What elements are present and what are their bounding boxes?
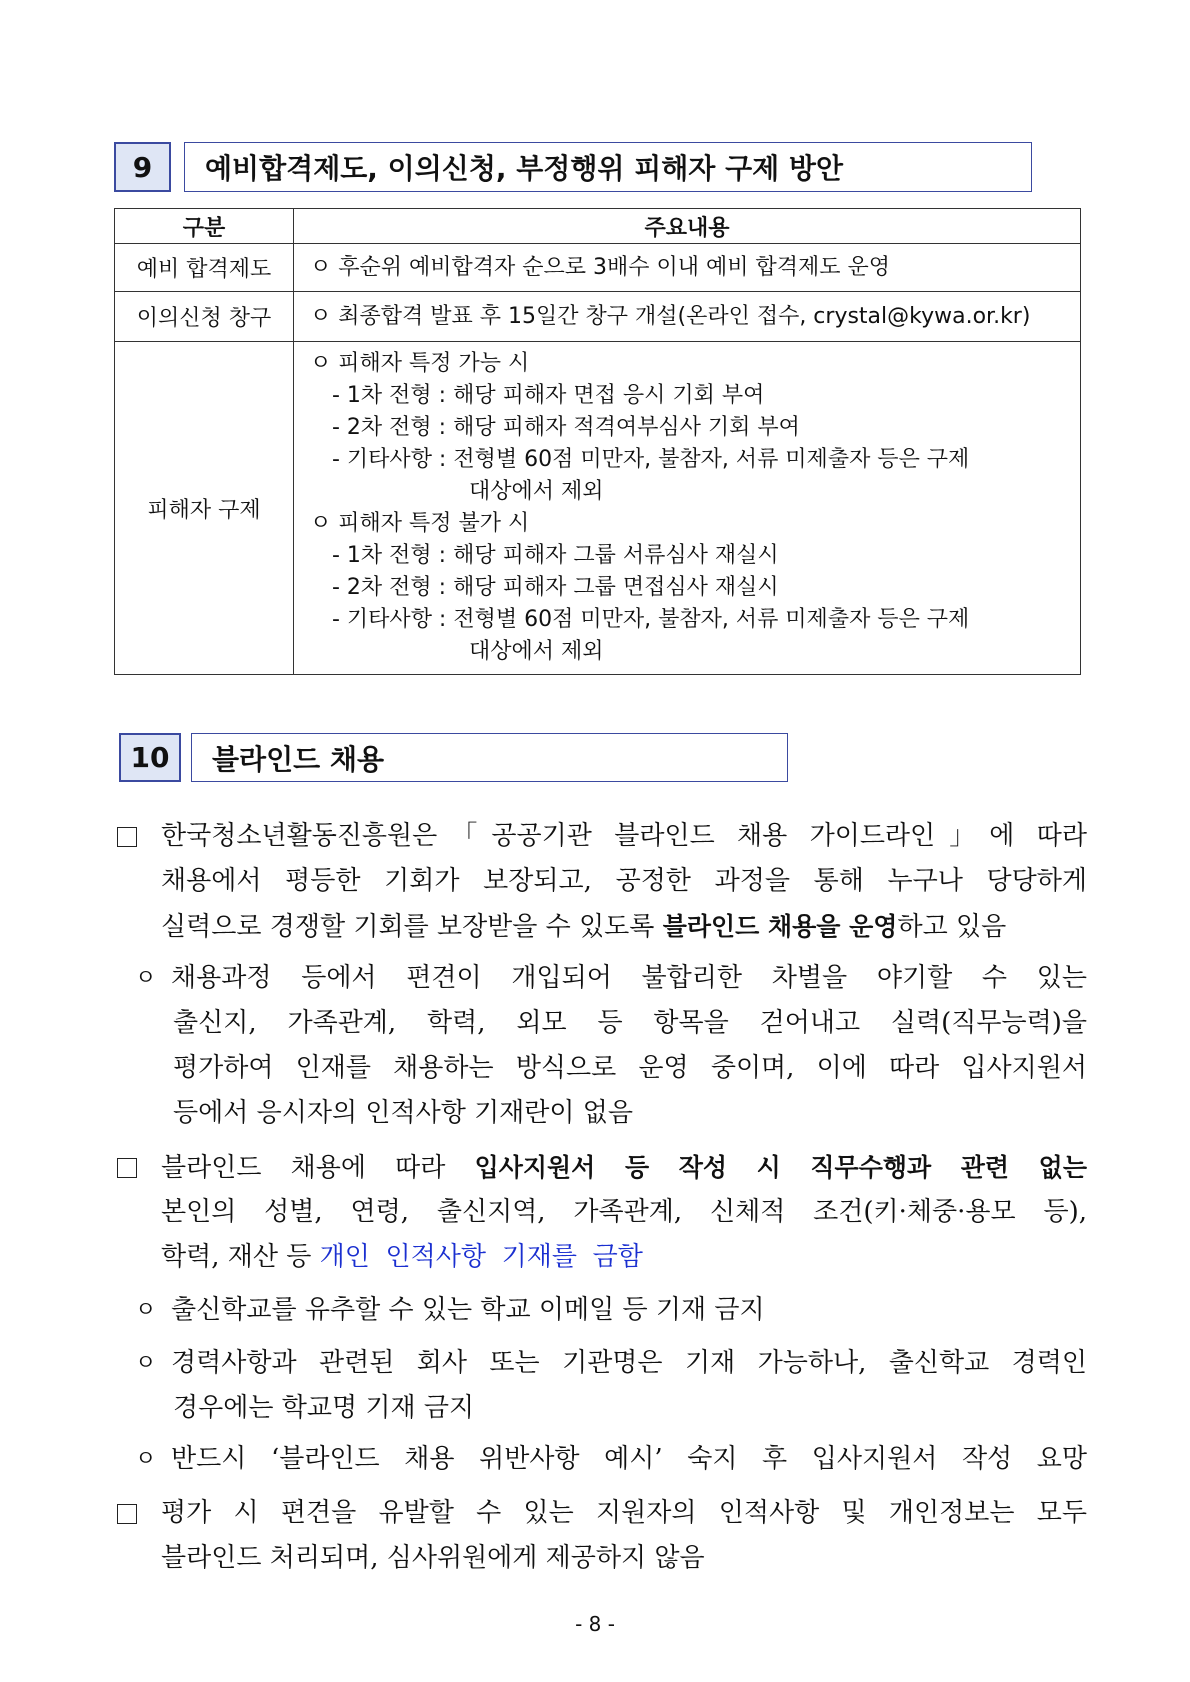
text-line: 블라인드 처리되며, 심사위원에게 제공하지 않음 [161,1543,705,1573]
row-content [294,292,1081,342]
text-line [161,1145,1087,1190]
table-row [115,292,1081,342]
text-row [117,814,1087,859]
content-line: - 기타사항 : 전형별 60점 미만자, 불참자, 서류 미제출자 등은 구제 [332,607,970,632]
section-number: 10 [119,733,181,782]
row-content [294,244,1081,292]
bold-text: 입사지원서 등 작성 시 직무수행과 관련 없는 [474,1153,1087,1182]
text-row [117,1491,1087,1536]
row-category: 피해자 구제 [115,342,294,675]
checkbox-square-icon [117,827,137,847]
bullet-career-info [117,1341,1087,1431]
highlight-text: 개인 인적사항 기재를 금함 [319,1242,643,1272]
text-line [161,1235,1087,1280]
remedy-table [114,208,1081,675]
text-row [117,1536,1087,1581]
text-row [117,1190,1087,1235]
text-row [117,1001,1087,1046]
column-header: 주요내용 [294,209,1081,244]
text-row [117,1091,1087,1136]
text-line: 채용에서 평등한 기회가 보장되고, 공정한 과정을 통해 누구나 당당하게 [161,866,1087,896]
paragraph-evaluation [117,1491,1087,1581]
text-row [117,1046,1087,1091]
text-span: 실력으로 경쟁할 기회를 보장받을 수 있도록 [161,912,663,942]
content-line: ㅇ 최종합격 발표 후 15일간 창구 개설(온라인 접수, crystal@kywa.or.kr) [310,303,1031,329]
column-header: 구분 [115,209,294,244]
checkbox-square-icon [117,1158,137,1178]
section-title: 블라인드 채용 [191,733,788,782]
text-line [161,904,1087,949]
text-line: 반드시 ‘블라인드 채용 위반사항 예시’ 숙지 후 입사지원서 작성 요망 [171,1444,1087,1474]
bullet-violation-examples [117,1437,1087,1482]
text-span: 블라인드 채용에 따라 [161,1153,475,1183]
text-line: 평가 시 편견을 유발할 수 있는 지원자의 인적사항 및 개인정보는 모두 [161,1498,1087,1528]
text-row [117,1386,1087,1431]
paragraph-blind-intro [117,814,1087,949]
bullet-circle-icon: ㅇ [135,1351,157,1376]
text-row [117,1341,1087,1386]
text-line: 평가하여 인재를 채용하는 방식으로 운영 중이며, 이에 따라 입사지원서 [173,1053,1087,1083]
content-line: - 1차 전형 : 해당 피해자 그룹 서류심사 재실시 [332,543,779,568]
content-line: 대상에서 제외 [469,639,604,664]
paragraph-blind-method [117,956,1087,1136]
text-line: 출신학교를 유추할 수 있는 학교 이메일 등 기재 금지 [171,1295,765,1325]
section-title: 예비합격제도, 이의신청, 부정행위 피해자 구제 방안 [184,142,1032,192]
text-span: 학력, 재산 등 [161,1242,320,1272]
content-line: ㅇ 후순위 예비합격자 순으로 3배수 이내 예비 합격제도 운영 [310,254,890,280]
content-line: - 2차 전형 : 해당 피해자 그룹 면접심사 재실시 [332,575,779,600]
text-line: 경력사항과 관련된 회사 또는 기관명은 기재 가능하나, 출신학교 경력인 [171,1348,1087,1378]
bold-text: 블라인드 채용을 운영 [662,912,898,941]
table-row [115,244,1081,292]
bullet-circle-icon: ㅇ [135,1447,157,1472]
text-line: 등에서 응시자의 인적사항 기재란이 없음 [173,1098,634,1128]
paragraph-application-rules [117,1145,1087,1280]
content-line: - 2차 전형 : 해당 피해자 적격여부심사 기회 부여 [332,415,800,440]
bullet-school-email [117,1288,1087,1333]
text-line: 출신지, 가족관계, 학력, 외모 등 항목을 걷어내고 실력(직무능력)을 [173,1008,1087,1038]
text-line: 경우에는 학교명 기재 금지 [173,1393,475,1423]
text-line: 채용과정 등에서 편견이 개입되어 불합리한 차별을 야기할 수 있는 [171,963,1087,993]
checkbox-square-icon [117,1504,137,1524]
text-span: 하고 있음 [897,912,1007,942]
content-line: 대상에서 제외 [469,479,604,504]
content-line: ㅇ 피해자 특정 가능 시 [310,351,530,376]
content-line: - 기타사항 : 전형별 60점 미만자, 불참자, 서류 미제출자 등은 구제 [332,447,970,472]
bullet-circle-icon: ㅇ [135,1298,157,1323]
row-category: 이의신청 창구 [115,292,294,342]
text-line: 한국청소년활동진흥원은「공공기관 블라인드 채용 가이드라인」에 따라 [161,821,1087,851]
row-content [294,342,1081,675]
table-row [115,342,1081,675]
page-number: - 8 - [575,1612,615,1636]
table-header-row [115,209,1081,244]
text-row [117,1235,1087,1280]
content-line: ㅇ 피해자 특정 불가 시 [310,511,530,536]
text-row [117,1145,1087,1190]
content-line: - 1차 전형 : 해당 피해자 면접 응시 기회 부여 [332,383,765,408]
text-row [117,904,1087,949]
text-row [117,859,1087,904]
row-category: 예비 합격제도 [115,244,294,292]
text-line: 본인의 성별, 연령, 출신지역, 가족관계, 신체적 조건(키·체중·용모 등), [161,1197,1087,1227]
text-row [117,956,1087,1001]
text-row [117,1437,1087,1482]
bullet-circle-icon: ㅇ [135,966,157,991]
section-number: 9 [114,142,171,192]
section-10-header [119,733,788,782]
section-9-header [114,142,1032,192]
text-row [117,1288,1087,1333]
